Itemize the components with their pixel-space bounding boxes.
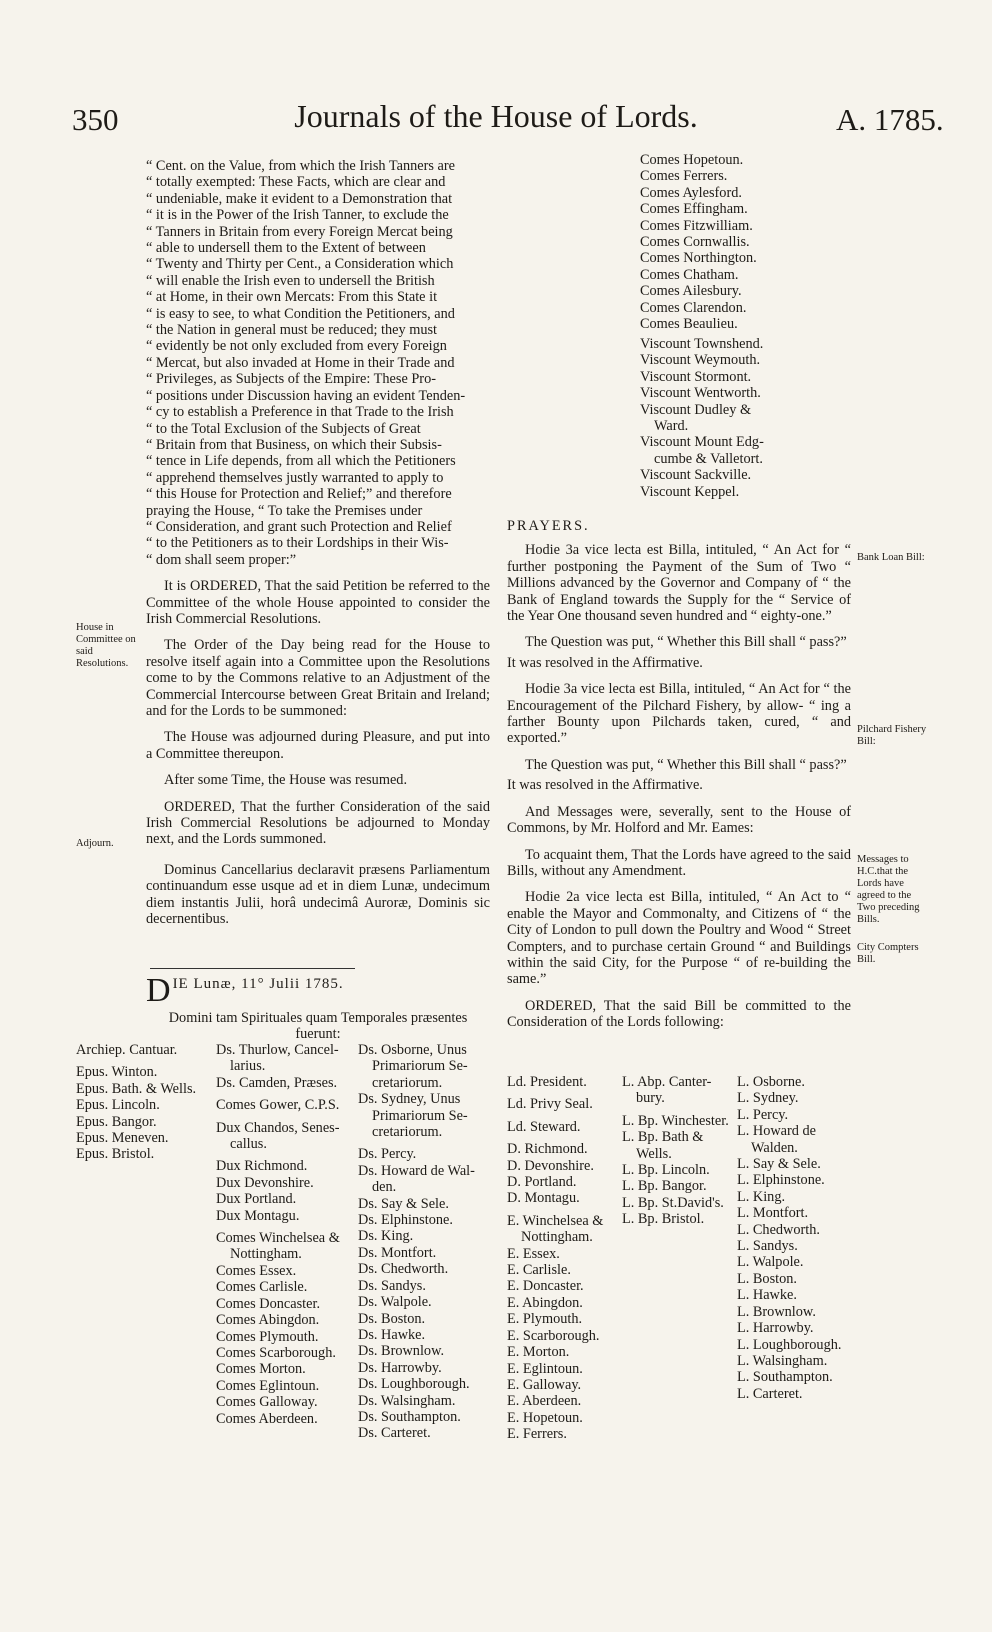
committee-member: D. Devonshire. [507,1157,594,1174]
committee-member: Ld. Steward. [507,1118,581,1135]
adjourned-pleasure: The House was adjourned during Pleasure, and put into a Committee thereupon. [146,729,490,762]
attendee: Comes Carlisle. [216,1279,308,1296]
attendee: Viscount Keppel. [640,483,740,500]
quote-line: “ undeniable, make it evident to a Demonstration that [146,190,453,207]
dropcap: D [146,976,171,1006]
attendee: Comes Effingham. [640,201,748,218]
quote-line: “ totally exempted: These Facts, which are clear and [146,174,446,191]
committee-member: E. Carlisle. [507,1262,571,1279]
attendee: Comes Northington. [640,250,757,267]
quote-line: “ evidently be not only excluded from every Foreign [146,338,447,355]
committee-col2 [622,1074,740,1228]
committee-member: L. Sandys. [737,1238,798,1255]
committee-member: E. Ferrers. [507,1426,567,1443]
quote-line: “ able to undersell them to the Extent of between [146,240,426,257]
attendee: Nottingham. [230,1246,302,1263]
attendee: Ds. Montfort. [358,1244,437,1261]
committee-member: E. Abingdon. [507,1294,583,1311]
page-number: 350 [72,102,119,137]
committee-member: L. Bp. Lincoln. [622,1162,710,1179]
committee-member: L. Say & Sele. [737,1156,821,1173]
attendee: Viscount Weymouth. [640,352,761,369]
quote-line: “ positions under Discussion having an evident Tenden- [146,387,466,404]
margin-messages: Messages to H.C.that the Lords have agreed to the Two preceding Bills. [857,854,920,925]
attendee: Viscount Dudley & [640,401,752,418]
committee-col1 [507,1074,622,1443]
committee-member: L. Percy. [737,1106,789,1123]
quote-line: “ to the Petitioners as to their Lordships in their Wis- [146,535,449,552]
attendee: Ds. Howard de Wal- [358,1162,475,1179]
bank-bill: Hodie 3a vice lecta est Billa, intituled, “ An Act for “ further postponing the Payment of the Sum of Two “ Millions advanced by the Governor and Company of “ the Bank of England towards the Supply for the “ Service of the Year One thousand seven hundred and “ eighty-one.” [507,542,851,625]
attendee: Ds. Thurlow, Cancel- [216,1042,339,1058]
attendee: Ds. Sandys. [358,1277,426,1294]
attendee: cretariorum. [372,1124,443,1141]
quote-line: “ Consideration, and grant such Protection and Relief [146,518,452,535]
committee-member: Ld. Privy Seal. [507,1096,593,1113]
question-2: The Question was put, “ Whether this Bill shall “ pass?” [525,756,847,773]
day-heading [146,976,490,1043]
adjourn-latin: Dominus Cancellarius declaravit præsens Parliamentum continuandum esse usque ad et in diem Lunæ, undecimum diem instantis Julii, horâ undecimâ Auroræ, Dominis sic decernentibus. [146,861,490,928]
attendance-col2 [216,1042,361,1427]
after-time: After some Time, the House was resumed. [164,772,408,789]
committee-member: L. Bp. Bristol. [622,1211,705,1228]
day-heading-text: IE Lunæ, 11° Julii 1785. [172,976,344,992]
prayers-heading: PRAYERS. [507,518,590,534]
attendee: Primariorum Se- [372,1107,468,1124]
attendee: Ds. Elphinstone. [358,1212,453,1229]
quote-line: “ this House for Protection and Relief;” and therefore [146,486,452,503]
attendee: Comes Doncaster. [216,1295,321,1312]
committee-member: L. Hawke. [737,1287,797,1304]
attendee: Comes Morton. [216,1361,306,1378]
attendee: Comes Fitzwilliam. [640,217,753,234]
ordered-further: ORDERED, That the further Consideration of the said Irish Commercial Resolutions be adjourned to Monday next, and the Lords summoned. [146,798,490,848]
attendee: Comes Ailesbury. [640,283,742,300]
committee-member: L. Carteret. [737,1385,803,1402]
committee-member: E. Essex. [507,1245,560,1262]
committee-member: L. Bp. Bath & [622,1129,704,1146]
committee-member: E. Morton. [507,1344,570,1361]
quote-line: “ the Nation in general must be reduced; they must [146,322,438,339]
attendee: Comes Winchelsea & [216,1230,340,1247]
attendee: cumbe & Valletort. [654,450,763,467]
quote-line: “ will enable the Irish even to undersell the British [146,272,435,289]
committee-member: L. Sydney. [737,1090,799,1107]
messages: And Messages were, severally, sent to the House of Commons, by Mr. Holford and Mr. Eames: [507,803,851,837]
attendee: Viscount Mount Edg- [640,434,764,451]
committee-member: D. Portland. [507,1174,577,1191]
resolved-1: It was resolved in the Affirmative. [507,654,703,671]
page-title: Journals of the House of Lords. [294,98,698,134]
attendee: Epus. Lincoln. [76,1097,160,1114]
attendee: Dux Richmond. [216,1158,308,1175]
attendee: Epus. Bristol. [76,1146,155,1163]
right-column [507,518,851,1041]
attendee: Ward. [654,418,689,435]
attendee: den. [372,1179,397,1196]
committee-member: L. Bp. Bangor. [622,1178,707,1195]
quote-line: “ to the Total Exclusion of the Subjects of Great [146,420,421,437]
attendee: Epus. Winton. [76,1064,158,1081]
attendee: Archiep. Cantuar. [76,1042,178,1058]
attendee: Dux Portland. [216,1191,297,1208]
attendee: Ds. Sydney, Unus [358,1091,461,1108]
quote-line: “ Mercat, but also invaded at Home in their Trade and [146,354,455,371]
margin-compters: City Compters Bill. [857,942,919,965]
attendee: Comes Plymouth. [216,1328,319,1345]
committee-member: E. Doncaster. [507,1278,584,1295]
committee-member: L. Walsingham. [737,1352,828,1369]
attendee: Ds. Brownlow. [358,1343,445,1360]
attendance-col1 [76,1042,211,1163]
compters-bill: Hodie 2a vice lecta est Billa, intituled, “ An Act to “ enable the Mayor and Commonalty, and Citizens of “ the City of London to pull down the Poultry and Wood “ Street Compters, and to purchase certain Ground “ and Buildings within the said City, for the Purpose “ of re-building the same.” [507,889,851,988]
committee-member: L. Howard de [737,1123,817,1140]
committee-member: Ld. President. [507,1074,587,1090]
committee-member: L. Loughborough. [737,1336,842,1353]
quote-line: “ tence in Life depends, from all which the Petitioners [146,453,456,470]
attendee: Epus. Bath. & Wells. [76,1080,197,1097]
attendance-col3 [358,1042,498,1442]
petition-quote [146,158,490,568]
attendee: cretariorum. [372,1074,443,1091]
attendee: Viscount Townshend. [640,336,764,352]
committee-member: L. Abp. Canter- [622,1074,712,1090]
attendee: Ds. Carteret. [358,1425,431,1442]
quote-line: “ Privileges, as Subjects of the Empire: These Pro- [146,371,436,388]
committee-member: L. Bp. Winchester. [622,1112,729,1129]
committee-member: L. Harrowby. [737,1320,814,1337]
attendee: Comes Aberdeen. [216,1410,318,1427]
committee-member: L. Osborne. [737,1074,805,1090]
committee-member: E. Galloway. [507,1376,582,1393]
ordered-committed: ORDERED, That the said Bill be committed to the Consideration of the Lords following: [507,997,851,1031]
attendee: Epus. Meneven. [76,1130,169,1147]
attendee: Ds. Walpole. [358,1294,432,1311]
attendee: Dux Montagu. [216,1207,300,1224]
attendee: Ds. Loughborough. [358,1376,470,1393]
attendee: Ds. Chedworth. [358,1261,449,1278]
attendee: Comes Gower, C.P.S. [216,1097,340,1114]
attendee: Ds. Osborne, Unus [358,1042,467,1058]
committee-member: Walden. [751,1139,798,1156]
attendee: Comes Eglintoun. [216,1377,320,1394]
attendee: Comes Scarborough. [216,1344,336,1361]
committee-member: L. Chedworth. [737,1221,820,1238]
committee-member: E. Plymouth. [507,1311,583,1328]
attendee: Ds. Southampton. [358,1408,461,1425]
committee-member: L. Walpole. [737,1254,804,1271]
attendee: Comes Abingdon. [216,1312,320,1329]
committee-member: E. Aberdeen. [507,1393,582,1410]
ordered-referral: It is ORDERED, That the said Petition be referred to the Committee of the whole House appointed to consider the Irish Commercial Resolutions. [146,578,490,627]
attendee: Comes Chatham. [640,266,739,283]
committee-member: L. Montfort. [737,1205,809,1222]
attendee: Comes Clarendon. [640,299,747,316]
right-top-comes [640,152,840,332]
committee-member: E. Winchelsea & [507,1212,604,1229]
attendee: Epus. Bangor. [76,1113,157,1130]
question-1: The Question was put, “ Whether this Bill shall “ pass?” [525,634,847,651]
attendee: Ds. Boston. [358,1310,426,1327]
committee-member: E. Scarborough. [507,1327,600,1344]
committee-member: Wells. [636,1145,672,1162]
committee-member: D. Montagu. [507,1190,580,1207]
margin-adjourn: Adjourn. [76,838,114,849]
quote-line: praying the House, “ To take the Premises under [146,502,423,519]
attendee: Dux Devonshire. [216,1174,314,1191]
attendee: Comes Essex. [216,1262,297,1279]
quote-line: “ is easy to see, to what Condition the Petitioners, and [146,305,455,322]
attendee: Ds. Hawke. [358,1326,426,1343]
attendee: Comes Ferrers. [640,168,728,185]
quote-line: “ apprehend themselves justly warranted to apply to [146,469,444,486]
attendee: Ds. Camden, Præses. [216,1074,338,1091]
quote-line: “ Tanners in Britain from every Foreign Mercat being [146,223,453,240]
quote-line: “ Cent. on the Value, from which the Irish Tanners are [146,158,455,174]
attendee: Ds. Percy. [358,1146,417,1163]
quote-line: “ Britain from that Business, on which their Subsis- [146,436,442,453]
right-top-viscounts [640,336,840,500]
attendee: Dux Chandos, Senes- [216,1119,340,1136]
attendee: Comes Aylesford. [640,184,742,201]
quote-line: “ dom shall seem proper:” [146,551,297,568]
committee-member: D. Richmond. [507,1141,588,1158]
committee-member: E. Hopetoun. [507,1409,583,1426]
pilchard-bill: Hodie 3a vice lecta est Billa, intituled, “ An Act for “ the Encouragement of the Pilchard Fishery, by allow- “ ing a farther Bounty upon Pilchards taken, cured, “ and exported.” [507,681,851,747]
attendee: callus. [230,1136,267,1153]
quote-line: “ at Home, in their own Mercats: From this State it [146,289,438,306]
attendee: Comes Cornwallis. [640,234,750,251]
attendee: Viscount Sackville. [640,467,752,484]
resolved-2: It was resolved in the Affirmative. [507,777,703,794]
committee-member: L. Boston. [737,1270,797,1287]
page-year: A. 1785. [836,102,944,137]
left-column [146,158,490,937]
committee-member: L. Brownlow. [737,1303,816,1320]
attendee: Comes Galloway. [216,1394,318,1411]
attendee: Primariorum Se- [372,1058,468,1075]
present-line: Domini tam Spirituales quam Temporales præsentes fuerunt: [168,1010,468,1043]
committee-member: E. Eglintoun. [507,1360,583,1377]
quote-line: “ it is in the Power of the Irish Tanner, to exclude the [146,207,449,224]
attendee: Viscount Wentworth. [640,385,761,402]
margin-committee: House in Committee on said Resolutions. [76,622,136,669]
committee-member: L. Elphinstone. [737,1172,825,1189]
attendee: Comes Beaulieu. [640,316,738,333]
margin-bank: Bank Loan Bill: [857,552,925,563]
attendee: Ds. Harrowby. [358,1359,442,1376]
divider-rule [150,968,355,969]
attendee: Comes Hopetoun. [640,152,744,168]
quote-line: “ cy to establish a Preference in that Trade to the Irish [146,404,454,421]
committee-member: L. Southampton. [737,1369,833,1386]
order-of-day: The Order of the Day being read for the House to resolve itself again into a Committee upon the Resolutions come to by the Commons relative to an Adjustment of the Commercial Intercourse between Great Britain and Ireland; and for the Lords to be summoned: [146,637,490,719]
attendee: Ds. King. [358,1228,414,1245]
committee-member: L. Bp. St.David's. [622,1194,724,1211]
attendee: Ds. Walsingham. [358,1392,456,1409]
attendee: Ds. Say & Sele. [358,1195,449,1212]
acquaint: To acquaint them, That the Lords have agreed to the said Bills, without any Amendment. [507,846,851,879]
attendee: Viscount Stormont. [640,368,752,385]
committee-member: bury. [636,1090,665,1107]
quote-line: “ Twenty and Thirty per Cent., a Consideration which [146,256,454,273]
attendee: larius. [230,1058,266,1075]
committee-col3 [737,1074,855,1402]
margin-pilchard: Pilchard Fishery Bill: [857,724,927,747]
committee-member: Nottingham. [521,1229,593,1246]
committee-member: L. King. [737,1188,786,1205]
